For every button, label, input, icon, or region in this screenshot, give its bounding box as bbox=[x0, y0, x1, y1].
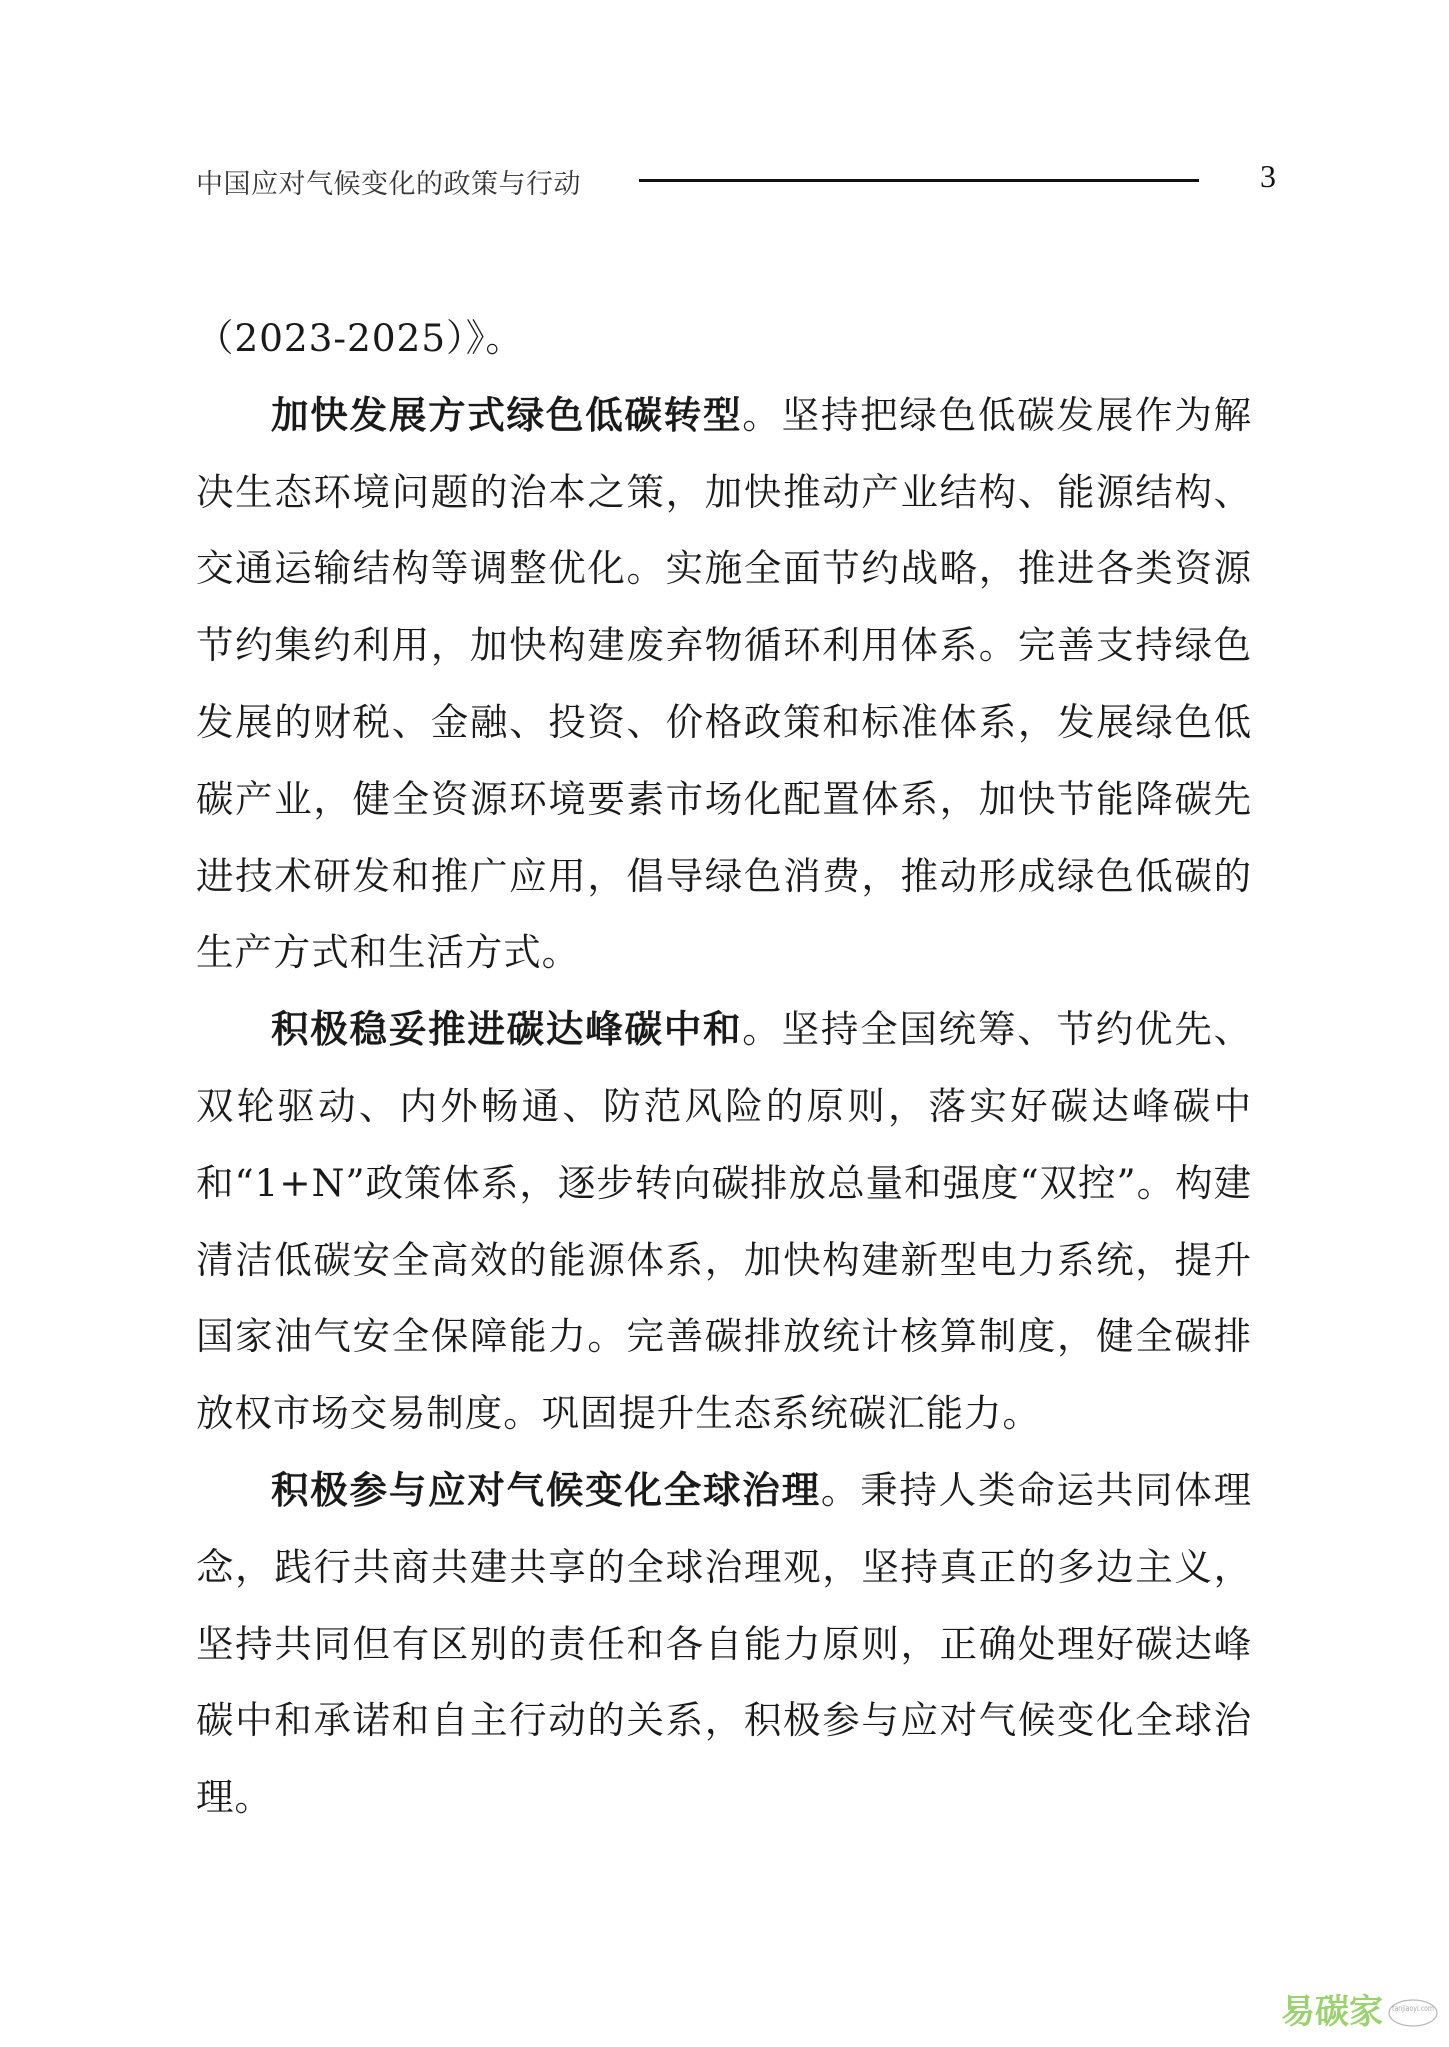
paragraph-heading: 积极稳妥推进碳达峰碳中和 bbox=[271, 1007, 743, 1052]
paragraph-text: 。秉持人类命运共同体理念，践行共商共建共享的全球治理观，坚持真正的多边主义，坚持共同但有区别的责任和各自能力原则，正确处理好碳达峰碳中和承诺和自主行动的关系，积极参与应对气候变化全球治理。 bbox=[196, 1467, 1252, 1820]
paragraph-text: 。坚持把绿色低碳发展作为解决生态环境问题的治本之策，加快推动产业结构、能源结构、交通运输结构等调整优化。实施全面节约战略，推进各类资源节约集约利用，加快构建废弃物循环利用体系。完善支持绿色发展的财税、金融、投资、价格政策和标准体系，发展绿色低碳产业，健全资源环境要素市场化配置体系，加快节能降碳先进技术研发和推广应用，倡导绿色消费，推动形成绿色低碳的生产方式和生活方式。 bbox=[196, 392, 1252, 975]
header-title: 中国应对气候变化的政策与行动 bbox=[196, 169, 581, 200]
paragraph-text: 。坚持全国统筹、节约优先、双轮驱动、内外畅通、防范风险的原则，落实好碳达峰碳中和“1+N”政策体系，逐步转向碳排放总量和强度“双控”。构建清洁低碳安全高效的能源体系，加快构建新型电力系统，提升国家油气安全保障能力。完善碳排放统计核算制度，健全碳排放权市场交易制度。巩固提升生态系统碳汇能力。 bbox=[196, 1007, 1252, 1436]
body-text bbox=[196, 300, 1252, 1836]
page-number: 3 bbox=[1260, 158, 1276, 194]
paragraph-heading: 积极参与应对气候变化全球治理 bbox=[271, 1467, 821, 1512]
watermark-domain: tanjiaoyi.com bbox=[1392, 2004, 1435, 2013]
paragraph-green-transition bbox=[196, 377, 1252, 991]
running-header bbox=[196, 158, 1276, 202]
opening-line: （2023-2025）》。 bbox=[196, 316, 524, 360]
watermark-brand: 易碳家 bbox=[1281, 1992, 1383, 2032]
paragraph-carbon-peak bbox=[196, 991, 1252, 1452]
watermark-logo bbox=[1279, 1981, 1439, 2039]
paragraph-global-governance bbox=[196, 1452, 1252, 1836]
header-rule bbox=[639, 179, 1199, 182]
paragraph-heading: 加快发展方式绿色低碳转型 bbox=[271, 392, 743, 437]
